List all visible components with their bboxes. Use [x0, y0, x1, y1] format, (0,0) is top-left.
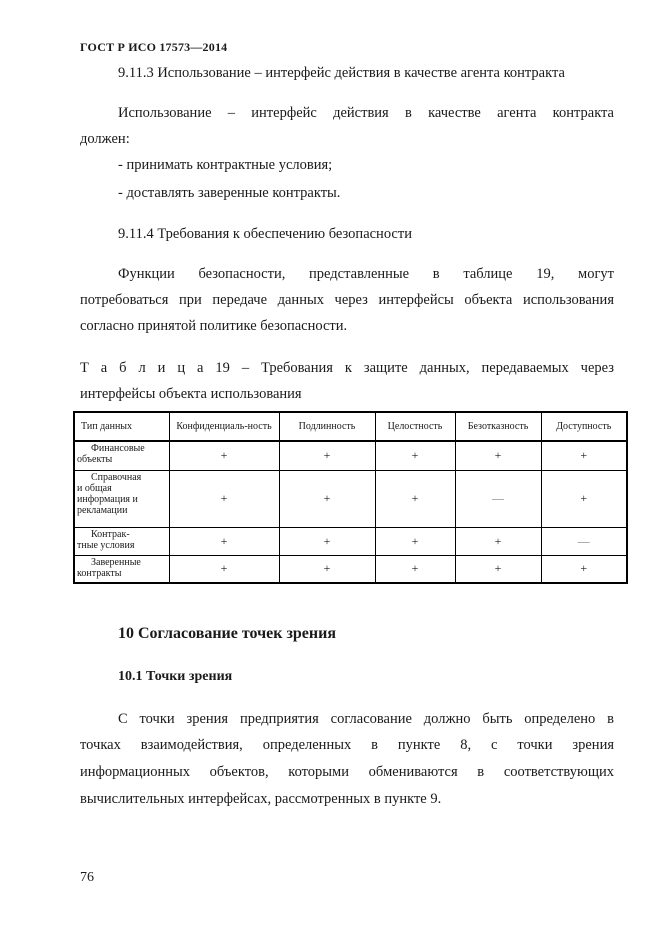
section-10-heading: 10 Согласование точек зрения — [118, 625, 336, 642]
paragraph-line: С точки зрения предприятия согласование должно быть определено в — [118, 711, 614, 727]
column-header: Конфиденциаль-ность — [169, 412, 279, 441]
row-label: Финансовые объекты — [74, 441, 169, 470]
table-cell: + — [375, 555, 455, 583]
table-row — [74, 555, 627, 583]
table-cell: + — [541, 470, 627, 527]
table-cell: + — [169, 470, 279, 527]
table-cell: + — [375, 470, 455, 527]
section-10-1-heading: 10.1 Точки зрения — [118, 669, 233, 684]
paragraph-line: Использование – интерфейс действия в качестве агента контракта — [118, 105, 614, 121]
column-header: Тип данных — [74, 412, 169, 441]
table-cell: + — [455, 441, 541, 470]
table-cell: + — [279, 527, 375, 555]
table-cell: — — [541, 527, 627, 555]
table-row — [74, 470, 627, 527]
paragraph-line: точках взаимодействия, определенных в пункте 8, с точки зрения — [80, 737, 614, 753]
table-row — [74, 441, 627, 470]
table-cell: — — [455, 470, 541, 527]
data-protection-table — [73, 411, 628, 584]
row-label: Контрак- тные условия — [74, 527, 169, 555]
table-cell: + — [279, 555, 375, 583]
section-9-11-3-heading: 9.11.3 Использование – интерфейс действия в качестве агента контракта — [118, 65, 565, 81]
row-label: Справочная и общая информация и рекламации — [74, 470, 169, 527]
table-caption: Т а б л и ц а 19 – Требования к защите данных, передаваемых через — [80, 360, 614, 376]
row-label: Заверенные контракты — [74, 555, 169, 583]
table-cell: + — [375, 441, 455, 470]
table-cell: + — [169, 527, 279, 555]
table-cell: + — [279, 441, 375, 470]
table-cell: + — [169, 441, 279, 470]
paragraph-line: Функции безопасности, представленные в таблице 19, могут — [118, 266, 614, 282]
table-header-row — [74, 412, 627, 441]
column-header: Целостность — [375, 412, 455, 441]
paragraph-line: потребоваться при передаче данных через интерфейсы объекта использования — [80, 292, 614, 308]
paragraph-line: вычислительных интерфейсах, рассмотренных в пункте 9. — [80, 791, 442, 807]
column-header: Доступность — [541, 412, 627, 441]
section-9-11-4-heading: 9.11.4 Требования к обеспечению безопасности — [118, 226, 412, 242]
paragraph-line: информационных объектов, которыми обмениваются в соответствующих — [80, 764, 614, 780]
table-caption-line2: интерфейсы объекта использования — [80, 386, 302, 402]
column-header: Безотказность — [455, 412, 541, 441]
column-header: Подлинность — [279, 412, 375, 441]
table-cell: + — [375, 527, 455, 555]
paragraph-line: должен: — [80, 131, 130, 147]
table-row — [74, 527, 627, 555]
table-cell: + — [169, 555, 279, 583]
list-item: - принимать контрактные условия; — [118, 157, 333, 173]
document-header: ГОСТ Р ИСО 17573—2014 — [80, 40, 228, 54]
table-cell: + — [541, 441, 627, 470]
table-cell: + — [455, 527, 541, 555]
table-cell: + — [541, 555, 627, 583]
page-number: 76 — [80, 870, 94, 885]
list-item: - доставлять заверенные контракты. — [118, 185, 341, 201]
paragraph-line: согласно принятой политике безопасности. — [80, 318, 348, 334]
table-cell: + — [455, 555, 541, 583]
table-cell: + — [279, 470, 375, 527]
